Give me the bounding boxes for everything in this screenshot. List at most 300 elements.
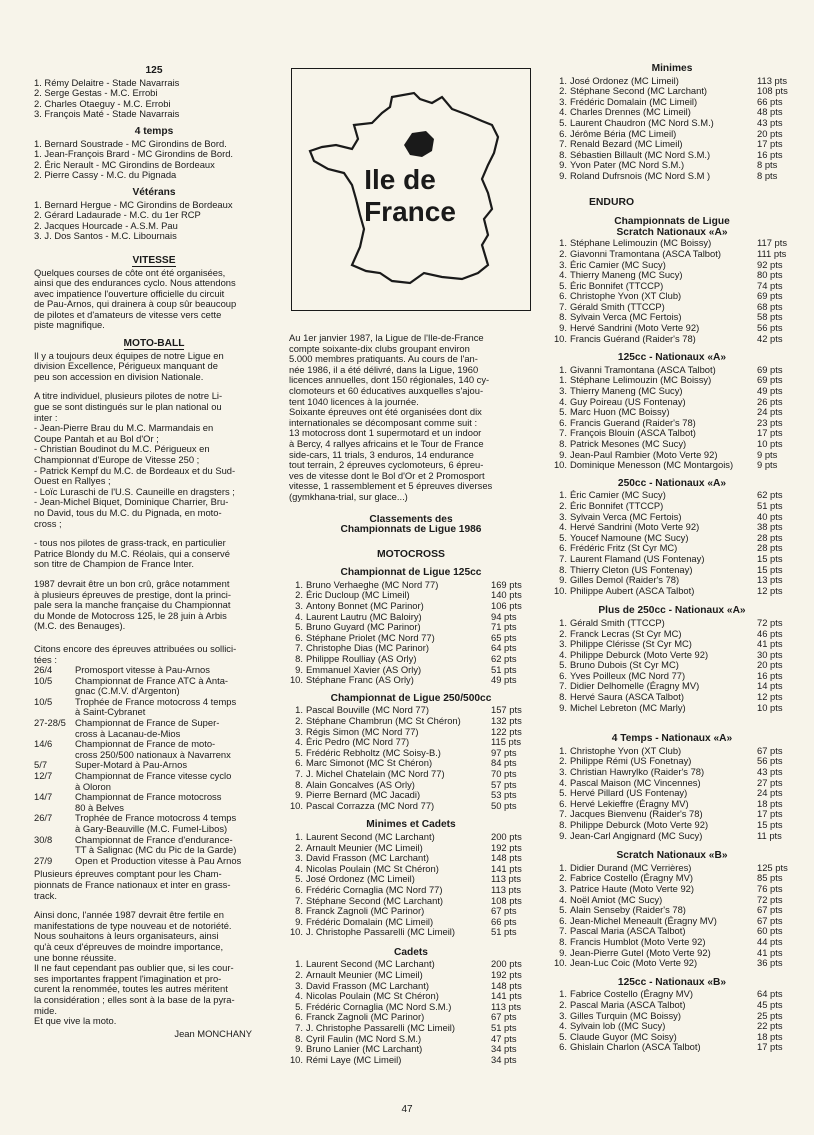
rider-name: Alain Senseby (Raider's 78)	[570, 905, 686, 916]
rank: 10.	[289, 674, 303, 686]
points: 56 pts	[757, 322, 783, 334]
table-row	[553, 118, 791, 129]
list-item: 2. Gérard Ladaurade - M.C. du 1er RCP	[34, 210, 201, 221]
points: 64 pts	[491, 642, 517, 654]
rank: 5.	[295, 746, 303, 758]
points: 27 pts	[757, 776, 783, 788]
rider-name: David Frasson (MC Larchant)	[306, 980, 429, 991]
rank: 7.	[559, 552, 567, 564]
rider-name: Pascal Bouville (MC Nord 77)	[306, 705, 429, 716]
event-date: 26/4	[34, 664, 53, 676]
table-row	[553, 778, 791, 789]
rank: 4.	[295, 990, 303, 1002]
text-line: Super-Motard à Pau-Arnos	[75, 760, 188, 771]
rider-name: Patrick Mesones (MC Sucy)	[570, 439, 687, 449]
rank: 8.	[559, 438, 567, 449]
rank: 1.	[559, 861, 567, 873]
table-row	[553, 692, 791, 703]
rider-name: Stéphane Second (MC Larchant)	[306, 895, 444, 906]
rider-name: Youcef Namoune (MC Sucy)	[570, 532, 689, 543]
text-line: de Pau-Arnos, qui drainera à coup sûr beaucoup	[34, 299, 237, 310]
rank: 3.	[295, 852, 303, 864]
points: 17 pts	[757, 1041, 783, 1053]
points: 49 pts	[757, 385, 783, 397]
rank: 9.	[559, 322, 567, 334]
table-row	[553, 820, 791, 831]
rider-name: Jean-Pierre Gutel (Moto Verte 92)	[570, 947, 711, 958]
table-row	[553, 270, 791, 281]
rank: 6.	[559, 797, 567, 809]
rank: 6.	[559, 669, 567, 681]
points: 25 pts	[757, 1009, 783, 1021]
table-row	[553, 660, 791, 671]
event-row	[34, 771, 274, 792]
points: 15 pts	[757, 552, 783, 564]
rider-name: Éric Bonnifet (TTCCP)	[570, 500, 664, 511]
rider-name: Marc Simonot (MC St Chéron)	[306, 758, 433, 769]
rank: 2.	[559, 627, 567, 639]
table-row	[553, 365, 791, 376]
table-row	[289, 1055, 533, 1066]
points: 17 pts	[757, 427, 783, 439]
table-row	[553, 428, 791, 439]
points: 47 pts	[491, 1032, 517, 1044]
points: 113 pts	[491, 883, 522, 895]
text-line: son titre de Champion de France Inter.	[34, 559, 194, 570]
table-row	[553, 1011, 791, 1022]
points: 34 pts	[491, 1043, 517, 1055]
text-line: ses importantes frappent l'imagination et pro-	[34, 973, 222, 984]
rider-name: Frédéric Domalain (MC Limeil)	[570, 96, 698, 107]
text-line: une bonne réussite.	[34, 952, 117, 963]
event-date: 5/7	[34, 759, 48, 771]
table-row	[553, 460, 791, 471]
rank: 5.	[295, 873, 303, 885]
table-row	[553, 948, 791, 959]
table-row	[553, 107, 791, 118]
rider-name: Francis Humblot (Moto Verte 92)	[570, 936, 706, 947]
text-line: gnac (C.M.V. d'Argenton)	[75, 686, 180, 697]
text-line: tées :	[34, 654, 57, 665]
rider-name: Frédéric Fritz (St Cyr MC)	[570, 543, 678, 554]
column-right	[553, 64, 791, 1053]
ranking-table	[553, 734, 791, 841]
list-item: 1. Bernard Hergue - MC Girondins de Bordeaux	[34, 199, 233, 210]
points: 71 pts	[491, 621, 517, 633]
rider-name: Philippe Clérisse (St Cyr MC)	[570, 639, 692, 650]
points: 117 pts	[757, 237, 788, 249]
rider-name: Philippe Aubert (ASCA Talbot)	[570, 585, 695, 596]
event-description	[75, 771, 274, 792]
rider-name: Marc Huon (MC Boissy)	[570, 407, 670, 418]
list-item: 1. Rémy Delaitre - Stade Navarrais	[34, 77, 180, 88]
rider-name: Givanni Tramontana (ASCA Talbot)	[570, 364, 716, 375]
paragraph-grass-track	[34, 538, 274, 570]
text-line: Trophée de France motocross 4 temps	[75, 813, 237, 824]
text-line: - Jean-Michel Biquet, Dominique Charrier, Bru-	[34, 497, 229, 508]
table-row	[289, 885, 533, 896]
rider-name: Éric Camier (MC Sucy)	[570, 490, 666, 501]
rank: 1.	[295, 578, 303, 590]
rank: 7.	[559, 808, 567, 820]
text-line: Ouest en Rallyes ;	[34, 476, 111, 487]
rank: 7.	[295, 1022, 303, 1034]
table-row	[553, 86, 791, 97]
rank: 1.	[559, 616, 567, 628]
rider-name: Jacques Bienvenu (Raider's 78)	[570, 809, 703, 820]
text-line: à Bercy, 4 rallyes africains et le Tour de France	[289, 438, 484, 449]
rider-name: Claude Guyor (MC Soisy)	[570, 1031, 677, 1042]
points: 38 pts	[757, 521, 783, 533]
table-row	[553, 788, 791, 799]
list-item: 2. Éric Nerault - MC Girondins de Bordeaux	[34, 159, 215, 170]
points: 41 pts	[757, 638, 783, 650]
text-line: Championnats de Ligue 1986	[340, 525, 482, 536]
rank: 10.	[553, 459, 567, 471]
paragraph-moto-ball	[34, 351, 274, 383]
rider-name: Hervé Sandrini (Moto Verte 92)	[570, 522, 700, 533]
text-line: manifestations de type nouveau et de notoriété.	[34, 920, 232, 931]
text-line: Et que vive la moto.	[34, 1016, 117, 1027]
event-description	[75, 676, 274, 697]
rank: 1.	[559, 744, 567, 756]
table-row	[553, 618, 791, 629]
rider-name: Jean-Paul Rambier (Moto Verte 92)	[570, 449, 718, 460]
text-line: Coupe Pantah et au Bol d'Or ;	[34, 433, 159, 444]
table-row	[553, 281, 791, 292]
rank: 5.	[559, 116, 567, 128]
points: 26 pts	[757, 395, 783, 407]
points: 11 pts	[757, 829, 782, 841]
list-125	[34, 78, 274, 120]
text-line: Nous souhaitons à leurs organisateurs, ainsi	[34, 931, 219, 942]
rider-name: Jean-Luc Coic (Moto Verte 92)	[570, 958, 698, 969]
points: 157 pts	[491, 704, 522, 716]
rider-name: Frédéric Rebholtz (MC Soisy-B.)	[306, 747, 441, 758]
rank: 10.	[289, 799, 303, 811]
ranking-table	[553, 353, 791, 471]
table-row	[553, 501, 791, 512]
rider-name: Gérald Smith (TTCCP)	[570, 617, 665, 628]
rank: 6.	[295, 883, 303, 895]
points: 192 pts	[491, 841, 522, 853]
paragraph-intro	[289, 333, 533, 503]
event-date: 27-28/5	[34, 717, 66, 729]
text-line: Plusieurs épreuves comptant pour les Cham-	[34, 869, 222, 880]
rank: 1.	[295, 958, 303, 970]
points: 148 pts	[491, 979, 522, 991]
table-row	[289, 716, 533, 727]
points: 74 pts	[757, 279, 783, 291]
rider-name: Fabrice Costello (Éragny MV)	[570, 873, 693, 884]
rank: 5.	[559, 659, 567, 671]
heading-veterans: Vétérans	[132, 186, 176, 198]
table-row	[553, 916, 791, 927]
points: 10 pts	[757, 438, 783, 449]
points: 50 pts	[491, 799, 517, 811]
rider-name: Christophe Dias (MC Parinor)	[306, 643, 429, 654]
points: 94 pts	[491, 610, 517, 622]
text-line: ainsi que des endurances cyclo. Nous attendons	[34, 278, 236, 289]
rank: 8.	[559, 148, 567, 160]
table-row	[553, 884, 791, 895]
rank: 9.	[559, 829, 567, 841]
list-item: 1. Jean-François Brard - MC Girondins de Bord.	[34, 149, 234, 160]
rank: 3.	[559, 95, 567, 107]
heading-ligue-scratch	[553, 217, 791, 238]
points: 22 pts	[757, 1020, 783, 1032]
list-item: 2. Charles Otaeguy - M.C. Errobi	[34, 98, 171, 109]
points: 53 pts	[491, 789, 517, 801]
rider-name: Frédéric Cornaglia (MC Nord S.M.)	[306, 1001, 452, 1012]
rider-name: Christophe Yvon (XT Club)	[570, 291, 682, 302]
rank: 8.	[559, 563, 567, 575]
table-row	[553, 249, 791, 260]
rank: 3.	[295, 600, 303, 612]
rider-name: Philippe Deburck (Moto Verte 92)	[570, 649, 709, 660]
points: 66 pts	[491, 915, 517, 927]
points: 76 pts	[757, 882, 783, 894]
rider-name: Didier Durand (MC Verrières)	[570, 862, 692, 873]
table-row	[553, 312, 791, 323]
rank: 5.	[559, 406, 567, 418]
rank: 5.	[559, 531, 567, 543]
table-title: 125cc - Nationaux «B»	[617, 976, 727, 988]
rank: 6.	[559, 542, 567, 554]
column-middle	[289, 333, 533, 1065]
rank: 2.	[559, 247, 567, 259]
table-row	[553, 703, 791, 714]
table-row	[553, 958, 791, 969]
rank: 2.	[295, 715, 303, 726]
points: 16 pts	[757, 669, 783, 681]
heading-4-temps: 4 temps	[134, 125, 174, 137]
table-row	[553, 746, 791, 757]
points: 67 pts	[757, 744, 783, 756]
table-row	[553, 639, 791, 650]
text-line: Trophée de France motocross 4 temps	[75, 696, 237, 707]
rider-name: Bruno Verhaeghe (MC Nord 77)	[306, 579, 439, 590]
rank: 8.	[559, 691, 567, 703]
points: 64 pts	[757, 988, 783, 1000]
points: 15 pts	[757, 819, 783, 830]
events-list	[34, 665, 274, 866]
rank: 5.	[295, 621, 303, 633]
text-line: 13 motocross dont 1 supermotard et un indoor	[289, 428, 482, 439]
rider-name: Sylvain Verca (MC Fertois)	[570, 312, 682, 323]
text-line: à Saint-Cybranet	[75, 707, 146, 718]
rider-name: Stéphane Lelimouzin (MC Boissy)	[570, 375, 712, 386]
rank: 9.	[295, 663, 303, 675]
text-line: track.	[34, 890, 57, 901]
points: 20 pts	[757, 659, 783, 671]
text-line: (gymkhana-trial, sur glace...)	[289, 491, 408, 502]
table-row	[553, 375, 791, 386]
rank: 4.	[559, 106, 567, 118]
rank: 8.	[295, 905, 303, 917]
rider-name: Thierry Maneng (MC Sucy)	[570, 386, 683, 397]
ranking-table	[289, 694, 533, 812]
paragraph-1987	[34, 579, 274, 632]
table-row	[553, 522, 791, 533]
rider-name: Stéphane Second (MC Larchant)	[570, 86, 708, 97]
rank: 6.	[559, 416, 567, 428]
points: 49 pts	[491, 674, 517, 686]
text-line: curent la renommée, toutes les autres méritent	[34, 984, 228, 995]
ranking-table	[553, 978, 791, 1053]
list-item: 2. Serge Gestas - M.C. Errobi	[34, 88, 158, 99]
points: 46 pts	[757, 627, 783, 639]
text-line: ves de vitesse dont le Bol d'Or et 2 Promosport	[289, 470, 485, 481]
rank: 5.	[559, 279, 567, 291]
paragraph-plusieurs	[34, 869, 274, 901]
rank: 8.	[295, 778, 303, 790]
points: 62 pts	[757, 489, 783, 501]
heading-motocross: MOTOCROSS	[377, 548, 445, 560]
points: 113 pts	[491, 1000, 522, 1012]
rank: 7.	[559, 925, 567, 937]
event-row	[34, 835, 274, 856]
text-line: (M.C. des Benauges).	[34, 621, 126, 632]
points: 148 pts	[491, 852, 522, 864]
list-item: 2. Jacques Hourcade - A.S.M. Pau	[34, 220, 178, 231]
points: 69 pts	[757, 290, 783, 302]
ranking-table	[553, 479, 791, 597]
rider-name: Emmanuel Xavier (AS Orly)	[306, 664, 422, 675]
points: 85 pts	[757, 872, 783, 884]
rank: 3.	[295, 979, 303, 991]
rank: 10.	[289, 926, 303, 938]
text-line: Championnat de France ATC à Anta-	[75, 675, 229, 686]
rider-name: Arnault Meunier (MC Limeil)	[306, 970, 423, 981]
rider-name: Francis Guérand (Raider's 78)	[570, 333, 696, 344]
table-row	[553, 1042, 791, 1053]
rider-name: Éric Bonnifet (TTCCP)	[570, 280, 664, 291]
text-line: Championnat de France de moto-	[75, 739, 216, 750]
rider-name: Charles Drennes (MC Limeil)	[570, 107, 691, 118]
points: 51 pts	[491, 1022, 517, 1034]
table-row	[553, 302, 791, 313]
rank: 6.	[295, 631, 303, 643]
rank: 8.	[559, 311, 567, 323]
rank: 10.	[553, 584, 567, 596]
rider-name: Hervé Pillard (US Fontenay)	[570, 788, 688, 799]
table-title: 250cc - Nationaux «A»	[617, 477, 727, 489]
ranking-table	[553, 851, 791, 969]
rank: 8.	[559, 935, 567, 947]
text-line: division Excellence, Périgueux manquant de	[34, 361, 218, 372]
text-line: Il ne faut cependant pas oublier que, si les cour-	[34, 963, 234, 974]
event-row	[34, 739, 274, 760]
rider-name: Pascal Corrazza (MC Nord 77)	[306, 800, 435, 811]
event-row	[34, 856, 274, 867]
rider-name: Roland Dufrsnois (MC Nord S.M )	[570, 170, 711, 181]
text-line: cross ;	[34, 518, 62, 529]
table-row	[553, 809, 791, 820]
event-row	[34, 676, 274, 697]
rider-name: Michel Lebreton (MC Marly)	[570, 702, 686, 713]
points: 10 pts	[757, 701, 783, 713]
points: 12 pts	[757, 691, 783, 703]
rank: 7.	[559, 427, 567, 439]
table-row	[553, 1000, 791, 1011]
points: 70 pts	[491, 767, 517, 779]
rank: 7.	[559, 138, 567, 150]
rank: 3.	[559, 385, 567, 397]
text-line: Au 1er janvier 1987, la Ligue de l'Ile-de-France	[289, 333, 484, 343]
table-row	[553, 543, 791, 554]
text-line: du Monde de Motocross 125, le 28 juin à Arbis	[34, 610, 227, 621]
points: 13 pts	[757, 574, 783, 586]
table-row	[553, 873, 791, 884]
text-line: side-cars, 11 trials, 3 enduros, 14 endurance	[289, 449, 474, 460]
list-item: 3. J. Dos Santos - M.C. Libournais	[34, 231, 177, 242]
rank: 2.	[295, 841, 303, 853]
points: 65 pts	[491, 631, 517, 643]
rank: 3.	[559, 882, 567, 894]
text-line: Classements des	[369, 514, 453, 525]
points: 132 pts	[491, 715, 522, 726]
rank: 9.	[559, 946, 567, 958]
table-row	[553, 533, 791, 544]
text-line: avec impatience l'ouverture officielle du circuit	[34, 288, 225, 299]
text-line: - Christian Boudinot du M.C. Périgueux en	[34, 444, 210, 455]
rank: 8.	[295, 653, 303, 665]
rider-name: Bruno Guyard (MC Parinor)	[306, 622, 421, 633]
event-date: 10/5	[34, 674, 53, 686]
event-description	[75, 760, 274, 771]
rank: 6.	[559, 127, 567, 139]
table-row	[553, 756, 791, 767]
text-line: à Oloron	[75, 781, 111, 792]
rank: 3.	[559, 1009, 567, 1021]
points: 69 pts	[757, 363, 783, 375]
event-row	[34, 813, 274, 834]
points: 57 pts	[491, 778, 517, 790]
heading-125: 125	[145, 65, 163, 76]
text-line: - Loïc Luraschi de l'U.S. Cauneille en dragsters ;	[34, 486, 235, 497]
rank: 4.	[295, 610, 303, 622]
points: 8 pts	[757, 159, 778, 171]
text-line: gue se sont distingués sur le plan national ou	[34, 402, 222, 413]
text-line: de pilotes et d'amateurs de vitesse vers cette	[34, 309, 222, 320]
rider-name: J. Michel Chatelain (MC Nord 77)	[306, 768, 445, 779]
heading-classements	[289, 515, 533, 536]
table-row	[553, 895, 791, 906]
table-row	[553, 586, 791, 597]
rider-name: Laurent Second (MC Larchant)	[306, 831, 435, 842]
table-row	[553, 490, 791, 501]
rank: 2.	[559, 499, 567, 511]
points: 20 pts	[757, 127, 783, 139]
points: 68 pts	[757, 300, 783, 312]
points: 23 pts	[757, 416, 783, 428]
points: 45 pts	[757, 998, 783, 1010]
event-date: 27/9	[34, 854, 53, 866]
text-line: mide.	[34, 1005, 57, 1016]
points: 51 pts	[757, 499, 783, 511]
text-line: Promosport vitesse à Pau-Arnos	[75, 665, 210, 676]
table-row	[553, 926, 791, 937]
rider-name: Pierre Bernard (MC Jacadi)	[306, 790, 421, 801]
rider-name: Bruno Dubois (St Cyr MC)	[570, 660, 679, 671]
points: 36 pts	[757, 957, 783, 969]
rider-name: Yvon Pater (MC Nord S.M.)	[570, 160, 685, 171]
rider-name: Stéphane Chambrun (MC St Chéron)	[306, 716, 461, 726]
rider-name: Éric Pedro (MC Nord 77)	[306, 737, 410, 748]
rank: 4.	[559, 648, 567, 660]
event-description	[75, 718, 274, 739]
